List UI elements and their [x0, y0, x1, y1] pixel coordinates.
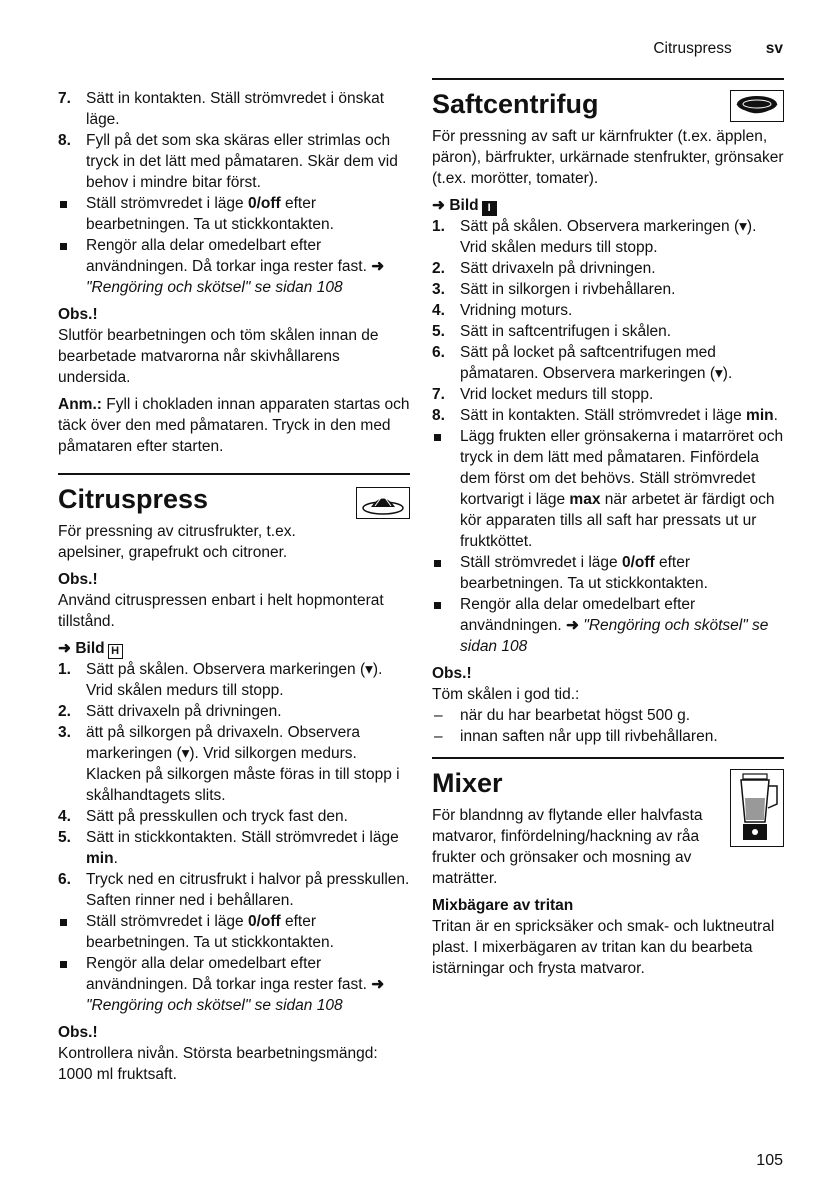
section-intro: För pressning av citrusfrukter, t.ex. apelsiner, grapefrukt och citroner.	[58, 523, 296, 561]
bullet-icon	[60, 243, 67, 250]
arrow-icon: ➜	[566, 617, 580, 634]
step-text: Tryck ned en citrusfrukt i halvor på presskullen. Saften rinner ned i behållaren.	[86, 871, 410, 909]
step-number: 6.	[432, 344, 445, 361]
section-title: Citruspress	[58, 484, 209, 514]
obs-text: Kontrollera nivån. Största bearbetningsmängd: 1000 ml fruktsaft.	[58, 1045, 378, 1083]
step-number: 1.	[432, 218, 445, 235]
arrow-icon: ➜	[371, 258, 385, 275]
step-text: ätt på silkorgen på drivaxeln. Observera markeringen (▾). Vrid silkorgen medurs. Klacken på silkorgen måste föras in till stopp i skålhandtagets slits.	[86, 724, 400, 804]
figure-label: Bild	[449, 197, 479, 214]
bullet-text: efter bearbetningen. Ta ut stickkontakten.	[86, 913, 334, 951]
list-item	[432, 705, 784, 726]
bold-setting: max	[569, 491, 601, 508]
step-number: 7.	[58, 90, 71, 107]
step-number: 4.	[432, 302, 445, 319]
step-number: 8.	[58, 132, 71, 149]
step-text: .	[773, 407, 778, 424]
step-text: Sätt drivaxeln på drivningen.	[460, 260, 656, 277]
bullet-text: Ställ strömvredet i läge	[460, 554, 622, 571]
step-text: Sätt in silkorgen i rivbehållaren.	[460, 281, 676, 298]
step-text: Sätt in saftcentrifugen i skålen.	[460, 323, 672, 340]
list-item	[432, 726, 784, 747]
obs-heading: Obs.!	[58, 306, 98, 323]
step-number: 2.	[432, 260, 445, 277]
bullet-text: Lägg frukten eller grönsakerna i matarröret och tryck in dem lätt med påmataren. Finfördela dem först om det behövs. Ställ strömvredet kortvarigt i läge	[460, 428, 784, 508]
citrus-press-icon	[356, 487, 410, 519]
step-number: 2.	[58, 703, 71, 720]
list-item	[432, 300, 784, 321]
step-number: 7.	[432, 386, 445, 403]
dash-marker: –	[434, 707, 443, 724]
bold-setting: 0/off	[247, 195, 281, 212]
step-number: 4.	[58, 808, 71, 825]
list-item	[432, 594, 784, 657]
step-number: 3.	[432, 281, 445, 298]
blender-icon	[730, 769, 784, 847]
figure-letter-box: H	[108, 644, 123, 659]
bullet-text: Rengör alla delar omedelbart efter användningen. Då torkar inga rester fast.	[86, 955, 367, 993]
step-text: Sätt på skålen. Observera markeringen (▾). Vrid skålen medurs till stopp.	[460, 218, 757, 256]
saft-steps	[432, 216, 784, 657]
anm-paragraph	[58, 394, 410, 457]
header-lang: sv	[765, 40, 783, 57]
step-number: 8.	[432, 407, 445, 424]
obs-dash-list	[432, 705, 784, 747]
step-text: .	[113, 850, 118, 867]
bullet-text: när arbetet är färdigt och kör apparaten tills all saft har pressats ut ur fruktköttet.	[460, 491, 775, 550]
step-text: Sätt in kontakten. Ställ strömvredet i läge	[460, 407, 747, 424]
left-column	[58, 88, 410, 1085]
list-item	[58, 722, 410, 806]
arrow-icon: ➜	[432, 197, 445, 214]
step-text: Sätt på presskullen och tryck fast den.	[86, 808, 348, 825]
bold-setting: 0/off	[621, 554, 655, 571]
bullet-text: efter bearbetningen. Ta ut stickkontakten.	[460, 554, 708, 592]
step-text: Vrid locket medurs till stopp.	[460, 386, 654, 403]
step-text: Sätt drivaxeln på drivningen.	[86, 703, 282, 720]
cross-reference: "Rengöring och skötsel" se sidan 108	[86, 997, 343, 1014]
list-item	[432, 216, 784, 258]
list-item	[58, 806, 410, 827]
citrus-steps	[58, 659, 410, 1016]
bold-setting: min	[746, 407, 774, 424]
list-item	[58, 193, 410, 235]
step-number: 3.	[58, 724, 71, 741]
bullet-icon	[60, 919, 67, 926]
list-item	[58, 911, 410, 953]
obs-text: Använd citruspressen enbart i helt hopmonterat tillstånd.	[58, 592, 384, 630]
obs-text: Töm skålen i god tid.:	[432, 686, 580, 703]
figure-label: Bild	[75, 640, 105, 657]
bullet-text: Ställ strömvredet i läge	[86, 913, 248, 930]
bold-setting: 0/off	[247, 913, 281, 930]
bold-setting: min	[86, 850, 114, 867]
left-top-steps	[58, 88, 410, 298]
step-number: 5.	[432, 323, 445, 340]
bullet-icon	[434, 560, 441, 567]
step-text: Sätt in kontakten. Ställ strömvredet i önskat läge.	[86, 90, 385, 128]
list-item	[432, 384, 784, 405]
list-item	[58, 827, 410, 869]
list-item	[432, 552, 784, 594]
bullet-icon	[60, 201, 67, 208]
header-section: Citruspress	[653, 40, 732, 57]
sub-heading: Mixbägare av tritan	[432, 897, 574, 914]
step-text: Sätt in stickkontakten. Ställ strömvredet i läge	[86, 829, 399, 846]
step-number: 6.	[58, 871, 71, 888]
anm-text: Fyll i chokladen innan apparaten startas och täck över den med påmataren. Tryck in den med påmataren efter starten.	[58, 396, 410, 455]
bullet-text: Ställ strömvredet i läge	[86, 195, 248, 212]
list-item	[58, 130, 410, 193]
list-item	[432, 258, 784, 279]
citruspress-section	[58, 473, 410, 1085]
sub-text: Tritan är en spricksäker och smak- och luktneutral plast. I mixerbägaren av tritan kan du bearbeta istärningar och frysta matvaror.	[432, 918, 775, 977]
arrow-icon: ➜	[58, 640, 71, 657]
list-item	[432, 321, 784, 342]
bullet-text: Rengör alla delar omedelbart efter användningen. Då torkar inga rester fast.	[86, 237, 367, 275]
dash-marker: –	[434, 728, 443, 745]
page-number: 105	[756, 1152, 783, 1169]
step-text: Vridning moturs.	[460, 302, 573, 319]
figure-letter-box: I	[482, 201, 497, 216]
dash-text: innan saften når upp till rivbehållaren.	[460, 728, 718, 745]
dash-text: när du har bearbetat högst 500 g.	[460, 707, 691, 724]
obs-heading: Obs.!	[58, 1024, 98, 1041]
bullet-icon	[434, 434, 441, 441]
step-text: Sätt på locket på saftcentrifugen med påmataren. Observera markeringen (▾).	[460, 344, 733, 382]
list-item	[58, 235, 410, 298]
list-item	[58, 869, 410, 911]
figure-reference	[58, 638, 410, 659]
list-item	[432, 279, 784, 300]
bullet-text: efter bearbetningen. Ta ut stickkontakten.	[86, 195, 334, 233]
list-item	[58, 701, 410, 722]
section-title: Saftcentrifug	[432, 89, 599, 119]
cross-reference: "Rengöring och skötsel" se sidan 108	[460, 617, 769, 655]
arrow-icon: ➜	[371, 976, 385, 993]
list-item	[58, 659, 410, 701]
right-column	[432, 78, 784, 979]
obs-text: Slutför bearbetningen och töm skålen innan de bearbetade matvarorna når skivhållarens undersida.	[58, 327, 379, 386]
section-intro: För pressning av saft ur kärnfrukter (t.ex. äpplen, päron), bärfrukter, urkärnade stenfrukter, grönsaker (t.ex. morötter, tomater).	[432, 128, 784, 187]
section-intro: För blandnng av flytande eller halvfasta matvaror, finfördelning/hackning av råa frukter och grönsaker och mosning av maträtter.	[432, 807, 703, 887]
step-text: Fyll på det som ska skäras eller strimlas och tryck in det lätt med påmataren. Skär dem vid behov i mindre bitar först.	[86, 132, 398, 191]
juicer-icon	[730, 90, 784, 122]
list-item	[432, 342, 784, 384]
obs-heading: Obs.!	[432, 665, 472, 682]
step-text: Sätt på skålen. Observera markeringen (▾). Vrid skålen medurs till stopp.	[86, 661, 383, 699]
bullet-icon	[434, 602, 441, 609]
saftcentrifug-section	[432, 78, 784, 747]
anm-label: Anm.:	[58, 396, 102, 413]
list-item	[58, 953, 410, 1016]
mixer-section	[432, 757, 784, 979]
step-number: 1.	[58, 661, 71, 678]
bullet-text: Rengör alla delar omedelbart efter användningen.	[460, 596, 696, 634]
page-header	[653, 38, 783, 59]
list-item	[58, 88, 410, 130]
cross-reference: "Rengöring och skötsel" se sidan 108	[86, 279, 343, 296]
list-item	[432, 426, 784, 552]
section-title: Mixer	[432, 768, 503, 798]
list-item	[432, 405, 784, 426]
figure-reference	[432, 195, 784, 216]
obs-heading: Obs.!	[58, 571, 98, 588]
step-number: 5.	[58, 829, 71, 846]
bullet-icon	[60, 961, 67, 968]
